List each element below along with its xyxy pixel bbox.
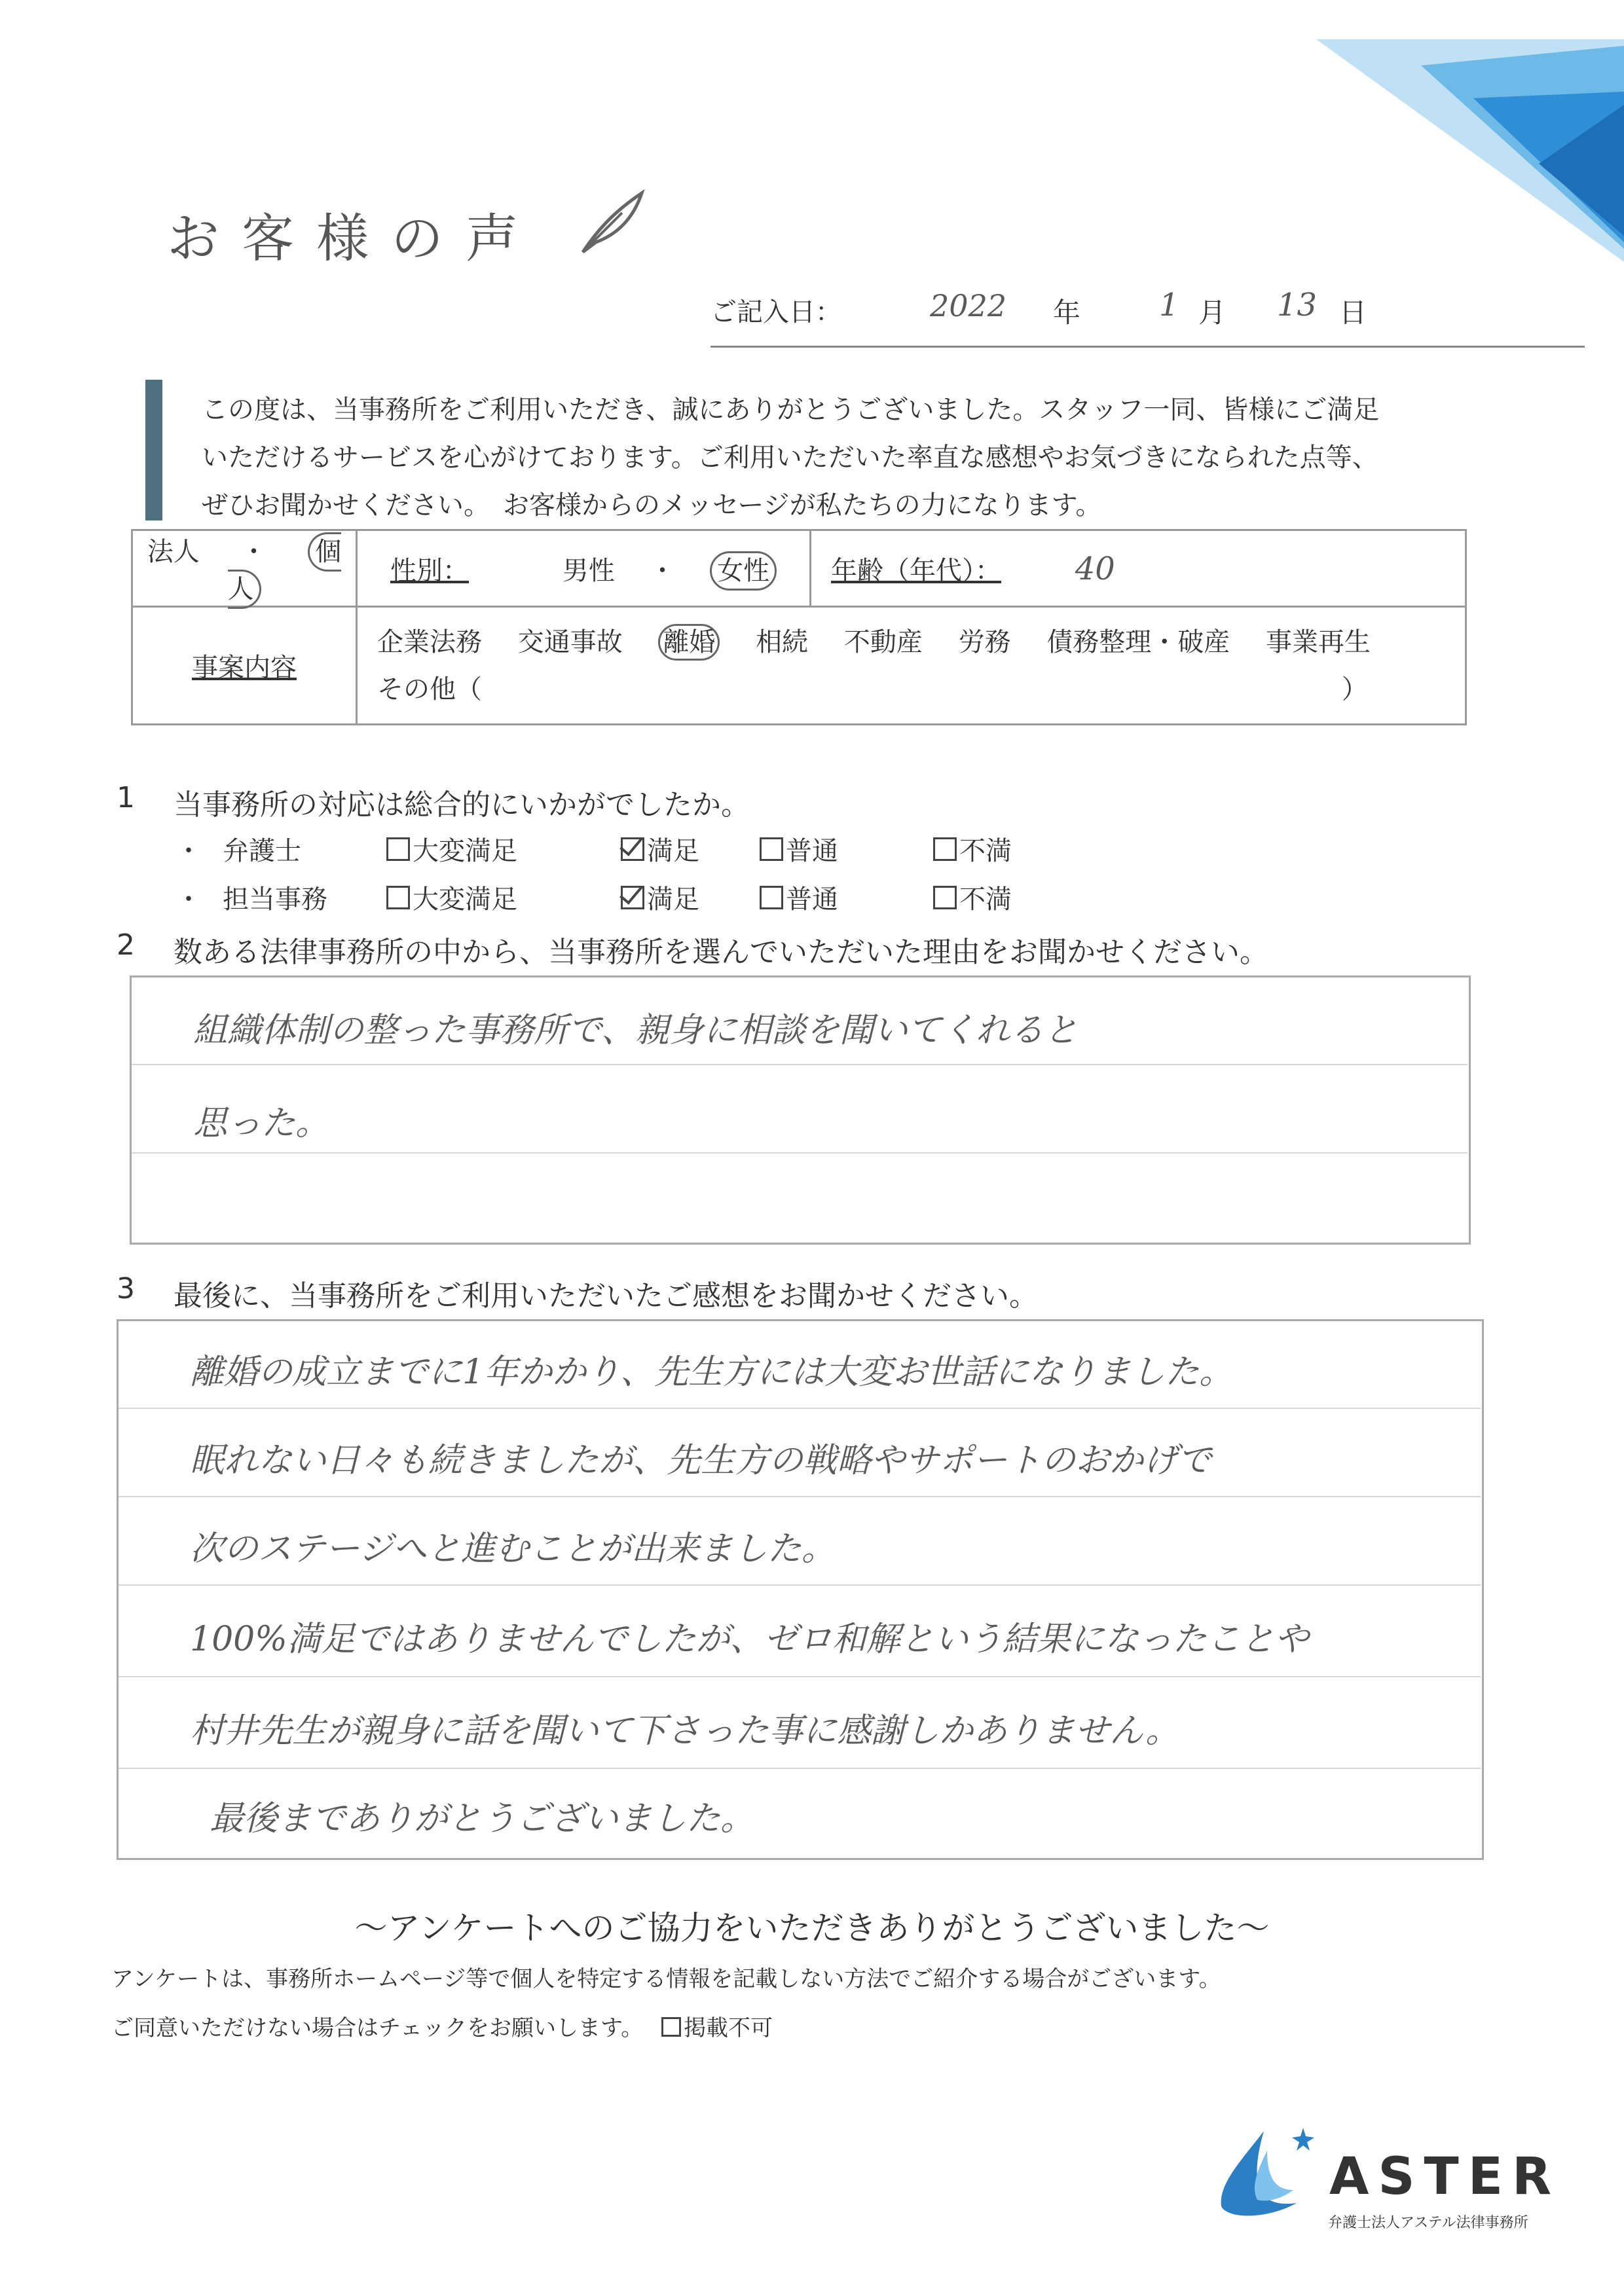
- age-value: 40: [1075, 550, 1115, 587]
- q1-staff-option-very-satisfied[interactable]: 大変満足: [386, 879, 517, 916]
- female-option-circled[interactable]: 女性: [710, 551, 777, 591]
- q1-staff-option-normal[interactable]: 普通: [760, 879, 838, 916]
- q3-rule-1: [119, 1408, 1481, 1409]
- case-label-cell: [132, 607, 357, 725]
- case-other-close: ）: [1341, 674, 1368, 704]
- case-type-inheritance[interactable]: 相続: [756, 627, 809, 657]
- date-label: ご記入日：: [710, 297, 841, 327]
- checkbox[interactable]: [760, 837, 783, 861]
- checkbox[interactable]: [386, 837, 410, 861]
- aster-logo-name: ASTER: [1329, 2147, 1561, 2206]
- date-month-unit: 月: [1198, 297, 1227, 329]
- checkbox[interactable]: [661, 2017, 681, 2037]
- gender-separator: ・: [649, 555, 676, 586]
- individual-option-circled[interactable]: 個人: [228, 532, 342, 609]
- q3-answer-line-6: 最後までありがとうございました。: [210, 1799, 755, 1838]
- case-type-corporate[interactable]: 企業法務: [377, 627, 482, 657]
- q3-answer-box[interactable]: [117, 1319, 1484, 1860]
- date-year-value: 2022: [930, 288, 1007, 323]
- q3-answer-line-3: 次のステージへと進むことが出来ました。: [190, 1529, 836, 1569]
- date-day-value: 13: [1277, 287, 1318, 323]
- case-type-traffic[interactable]: 交通事故: [517, 627, 623, 657]
- q1-row1-bullet: ・: [175, 836, 202, 866]
- q1-staff-option-dissatisfied[interactable]: 不満: [933, 879, 1012, 916]
- gender-label: 性別：: [390, 555, 469, 586]
- q1-lawyer-option-satisfied[interactable]: 満足: [621, 830, 699, 867]
- q3-number: 3: [117, 1272, 135, 1305]
- date-underline: [710, 346, 1585, 348]
- checkbox[interactable]: [386, 886, 410, 909]
- age-label: 年齢（年代）：: [831, 555, 1001, 586]
- page-title: お客様の声: [167, 208, 540, 269]
- q1-staff-option-satisfied[interactable]: 満足: [621, 879, 699, 916]
- case-other-row: [377, 666, 1465, 713]
- male-option[interactable]: 男性: [562, 555, 615, 586]
- intro-text: [202, 386, 1511, 530]
- age-cell: [811, 530, 1466, 607]
- feather-icon: [576, 187, 648, 259]
- aster-logo-subtitle: 弁護士法人アステル法律事務所: [1328, 2215, 1528, 2231]
- q3-rule-3: [119, 1584, 1481, 1586]
- thanks-message: ～アンケートへのご協力をいただきありがとうございました～: [354, 1909, 1270, 1947]
- case-type-other[interactable]: その他（: [377, 674, 482, 704]
- date-day-unit: 日: [1339, 297, 1367, 329]
- case-type-labor[interactable]: 労務: [958, 627, 1011, 657]
- q1-row1-label: 弁護士: [223, 836, 301, 866]
- intro-accent-bar: [145, 380, 162, 520]
- q3-rule-5: [119, 1768, 1481, 1769]
- profile-table: [131, 529, 1467, 725]
- q2-rule-1: [132, 1064, 1467, 1065]
- case-types-cell: [357, 607, 1466, 725]
- q1-lawyer-option-very-satisfied[interactable]: 大変満足: [386, 830, 517, 867]
- q2-number: 2: [117, 928, 135, 962]
- q3-answer-line-1: 離婚の成立までに1年かかり、先生方には大変お世話になりました。: [190, 1353, 1234, 1392]
- q1-lawyer-option-dissatisfied[interactable]: 不満: [933, 830, 1012, 867]
- q3-answer-line-4: 100%満足ではありませんでしたが、ゼロ和解という結果になったことや: [190, 1620, 1309, 1659]
- q3-text: 最後に、当事務所をご利用いただいたご感想をお聞かせください。: [174, 1279, 1038, 1313]
- case-type-real-estate[interactable]: 不動産: [843, 627, 923, 657]
- q3-answer-line-5: 村井先生が親身に話を聞いて下さった事に感謝しかありません。: [190, 1711, 1180, 1751]
- q3-rule-4: [119, 1676, 1481, 1677]
- case-type-debt[interactable]: 債務整理・破産: [1046, 627, 1230, 657]
- case-label: 事案内容: [192, 653, 297, 683]
- intro-line-2: いただけるサービスを心がけております。ご利用いただいた率直な感想やお気づきになられた点等、: [202, 443, 1378, 473]
- checkbox[interactable]: [933, 886, 957, 909]
- q2-text: 数ある法律事務所の中から、当事務所を選んでいただいた理由をお聞かせください。: [174, 936, 1268, 969]
- q3-answer-line-2: 眠れない日々も続きましたが、先生方の戦略やサポートのおかげで: [190, 1441, 1212, 1480]
- footer-note-1: アンケートは、事務所ホームページ等で個人を特定する情報を記載しない方法でご紹介する場合がございます。: [111, 1966, 1221, 1992]
- checkbox[interactable]: [760, 886, 783, 909]
- checkbox-checked[interactable]: [621, 837, 644, 861]
- no-publish-option[interactable]: 掲載不可: [661, 2010, 773, 2042]
- q1-number: 1: [117, 781, 135, 814]
- date-year-unit: 年: [1053, 297, 1081, 329]
- q1-text: 当事務所の対応は総合的にいかがでしたか。: [174, 788, 750, 822]
- checkbox[interactable]: [933, 837, 957, 861]
- q2-answer-line-1: 組織体制の整った事務所で、親身に相談を聞いてくれると: [193, 1011, 1078, 1050]
- q1-row2-label: 担当事務: [223, 884, 327, 915]
- q2-answer-line-2: 思った。: [193, 1104, 330, 1143]
- checkbox-checked[interactable]: [621, 886, 644, 909]
- type-cell: [132, 530, 357, 607]
- case-type-divorce-circled[interactable]: 離婚: [658, 624, 720, 661]
- intro-line-1: この度は、当事務所をご利用いただき、誠にありがとうございました。スタッフ一同、皆様にご満足: [202, 395, 1380, 425]
- case-type-rehab[interactable]: 事業再生: [1266, 627, 1371, 657]
- footer-note-2: ご同意いただけない場合はチェックをお願いします。: [111, 2015, 644, 2041]
- corp-option[interactable]: 法人: [147, 537, 200, 567]
- case-types-row: [377, 619, 1465, 666]
- type-separator: ・: [240, 537, 267, 567]
- gender-cell: [357, 530, 811, 607]
- corner-decoration: [1257, 0, 1624, 262]
- q3-rule-2: [119, 1496, 1481, 1497]
- aster-logo-icon: [1205, 2124, 1323, 2223]
- q1-lawyer-option-normal[interactable]: 普通: [760, 830, 838, 867]
- intro-line-3: ぜひお聞かせください。 お客様からのメッセージが私たちの力になります。: [202, 490, 1102, 520]
- q1-row2-bullet: ・: [175, 884, 202, 915]
- q2-rule-2: [132, 1152, 1467, 1154]
- date-month-value: 1: [1159, 287, 1179, 323]
